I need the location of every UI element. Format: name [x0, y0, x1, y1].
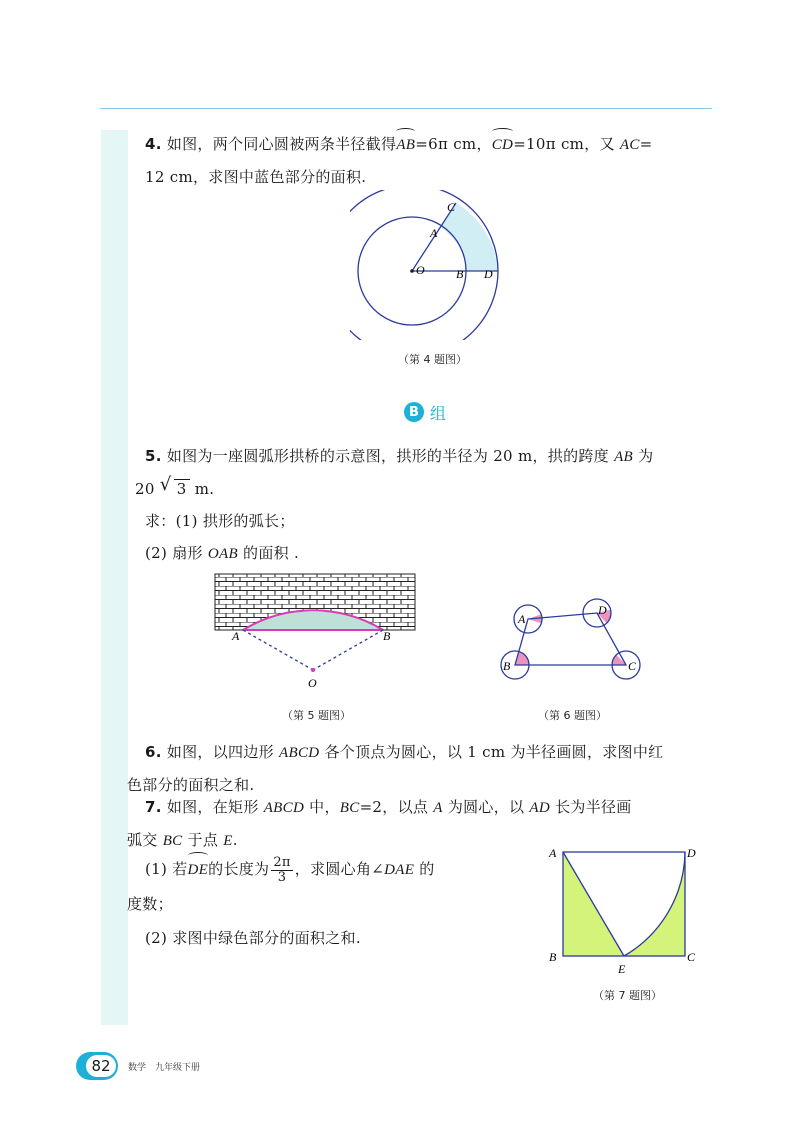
angle-dae: DAE	[384, 862, 415, 878]
segment-ab: AB	[614, 449, 633, 465]
label-b: B	[503, 659, 511, 673]
center-point-o	[410, 269, 414, 273]
q4-line1-d: =	[639, 135, 653, 153]
segment-ac: AC	[619, 137, 640, 153]
label-a: A	[232, 629, 240, 643]
q7-line2-a: 弧交	[127, 831, 158, 849]
q7-line1-d: 为圆心，以	[447, 798, 525, 816]
q7-line1-c: =2，以点	[359, 798, 429, 816]
label-d: D	[484, 267, 493, 281]
question-5-text	[135, 440, 715, 570]
sqrt-expression	[160, 473, 190, 505]
q5-line2-a: 20	[135, 480, 155, 498]
segment-bc-2: BC	[162, 833, 183, 849]
book-title: 数学 九年级下册	[128, 1062, 201, 1073]
radical-sign-icon: √	[159, 474, 172, 495]
label-a: A	[518, 612, 526, 626]
q5-ask1: 求：(1) 拱形的弧长；	[145, 512, 295, 530]
quad-abcd: ABCD	[279, 745, 320, 761]
q4-line1-c: =10π cm，又	[513, 135, 615, 153]
q7-line1-e: 长为半径画	[555, 798, 632, 816]
figure-4-caption: （第 4 题图）	[398, 353, 467, 366]
question-6-number: 6.	[145, 743, 162, 761]
group-badge: B	[404, 402, 424, 422]
question-7-number: 7.	[145, 798, 162, 816]
question-4-text	[145, 128, 715, 193]
q7-line2-c: .	[232, 831, 238, 849]
segment-bc: BC	[339, 800, 360, 816]
label-c: C	[687, 950, 696, 964]
sqrt-radicand: 3	[174, 479, 190, 498]
fraction-denominator: 3	[277, 869, 287, 885]
figure-7-rectangle	[543, 842, 703, 982]
point-a: A	[433, 800, 443, 816]
label-o: O	[308, 676, 317, 690]
green-region-right	[624, 852, 685, 956]
question-5-number: 5.	[145, 447, 162, 465]
rect-abcd: ABCD	[263, 800, 305, 816]
label-e: E	[618, 962, 626, 976]
radius-oa	[243, 630, 313, 670]
q7-sub1-b: 的长度为	[208, 860, 270, 878]
q5-ask2-b: 的面积 .	[243, 544, 300, 562]
label-b: B	[549, 950, 557, 964]
q5-line1-a: 如图为一座圆弧形拱桥的示意图，拱形的半径为 20 m，拱的跨度	[166, 447, 609, 465]
question-4-number: 4.	[145, 135, 162, 153]
segment-ad: AD	[529, 800, 551, 816]
q5-ask2-a: (2) 扇形	[145, 544, 203, 562]
header-rule	[100, 108, 712, 109]
q4-line2: 12 cm，求图中蓝色部分的面积.	[145, 168, 367, 186]
figure-5-caption: （第 5 题图）	[282, 709, 351, 722]
label-a: A	[549, 846, 557, 860]
page-footer	[76, 1052, 200, 1080]
figure-4-concentric-circles	[350, 190, 510, 340]
label-d: D	[598, 603, 607, 617]
label-c: C	[628, 659, 637, 673]
label-a: A	[430, 226, 438, 240]
page-number: 82	[86, 1055, 116, 1077]
page-number-badge	[76, 1052, 118, 1080]
figure-6-caption: （第 6 题图）	[538, 709, 607, 722]
q6-line1-a: 如图，以四边形	[166, 743, 274, 761]
label-o: O	[416, 263, 425, 277]
sector-oab: OAB	[207, 546, 238, 562]
fraction-2pi-over-3	[271, 856, 292, 885]
point-e: E	[223, 833, 233, 849]
q7-sub1-c: ，求圆心角∠	[294, 860, 385, 878]
radius-ob	[313, 630, 383, 670]
label-c: C	[447, 200, 456, 214]
center-point-o	[311, 668, 315, 672]
figure-5-arch-bridge	[205, 568, 420, 693]
q7-sub2: (2) 求图中绿色部分的面积之和.	[145, 929, 361, 947]
figure-6-quadrilateral	[490, 592, 650, 692]
side-band	[101, 130, 128, 1025]
group-label: 组	[430, 403, 447, 423]
q6-line1-b: 各个顶点为圆心，以 1 cm 为半径画圆，求图中红	[324, 743, 664, 761]
figure-7-caption: （第 7 题图）	[593, 989, 662, 1002]
question-7-subparts	[127, 852, 525, 955]
arc-ab-label: AB	[396, 129, 415, 161]
arc-de-label: DE	[188, 853, 209, 887]
q7-line1-a: 如图，在矩形	[166, 798, 259, 816]
label-b: B	[456, 267, 464, 281]
q7-line2-b: 于点	[187, 831, 219, 849]
fraction-numerator: 2π	[273, 854, 291, 870]
q7-sub1-a: (1) 若	[145, 860, 188, 878]
q7-sub1-d: 的	[419, 860, 435, 878]
q4-line1-b: =6π cm，	[415, 135, 492, 153]
q7-line1-b: 中，	[309, 798, 340, 816]
label-b: B	[383, 629, 391, 643]
arc-cd-label: CD	[492, 129, 513, 161]
q6-line2: 色部分的面积之和.	[127, 776, 255, 794]
q5-line1-b: 为	[638, 447, 654, 465]
q5-line2-b: m.	[194, 480, 215, 498]
group-b-heading	[404, 400, 446, 424]
q7-sub1-line2: 度数；	[127, 895, 173, 913]
q4-line1-a: 如图，两个同心圆被两条半径截得	[166, 135, 397, 153]
label-d: D	[687, 846, 696, 860]
